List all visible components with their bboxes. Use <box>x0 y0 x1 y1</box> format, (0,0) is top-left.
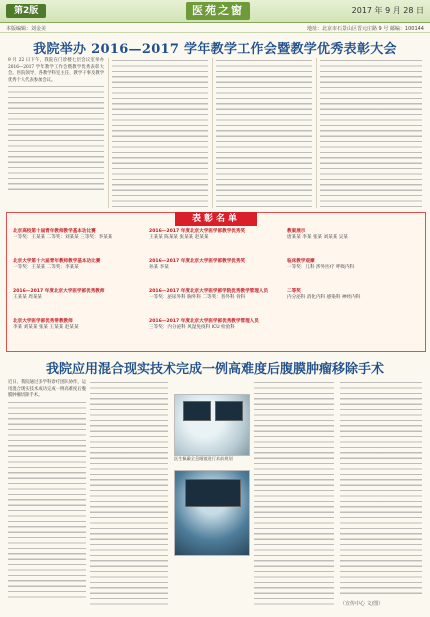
article2-column-1 <box>8 380 86 608</box>
honor-names: 内分泌科 消化内科 感染科 神经内科 <box>287 295 361 301</box>
article1-body-text <box>112 58 208 208</box>
article1-body-text <box>320 58 422 208</box>
honor-names: 王某某 周某某 <box>13 295 43 301</box>
article1-body-text <box>216 58 312 208</box>
column-divider <box>108 58 109 208</box>
hologram-screen <box>183 401 211 421</box>
hologram-screen <box>215 401 243 421</box>
honor-names: 一等奖：泌尿外科 胸外科 二等奖：普外科 骨科 <box>149 295 246 301</box>
honor-names: 一等奖：王某某 二等奖：刘某某 三等奖：李某某 <box>13 235 113 241</box>
article2-body-text <box>254 380 334 608</box>
article2-body-text <box>340 380 422 594</box>
brand-logo: 医苑之窗 <box>186 2 250 20</box>
issue-date: 2017 年 9 月 28 日 <box>351 6 424 15</box>
edition-badge: 第2版 <box>6 4 46 18</box>
honor-list-box <box>6 212 426 352</box>
article2-byline: （宣传中心 文/图） <box>340 601 384 607</box>
article2-column-4 <box>340 380 422 594</box>
article2-lead: 近日，我院通过多学科诊疗团队协作，运用混合现实技术成功完成一例高难度后腹膜肿瘤切除手术。 <box>8 380 86 399</box>
honor-category: 临床教学观摩 <box>287 259 315 264</box>
honor-item <box>287 259 419 271</box>
honor-category: 二等奖 <box>287 289 301 294</box>
editor-line: 本版编辑：刘金美 <box>6 26 47 32</box>
honor-category: 2016—2017 年度北京大学医学部学院优秀教学管理人员 <box>149 289 269 294</box>
article1-column-3 <box>216 58 312 208</box>
honor-item <box>13 319 141 331</box>
honor-item <box>13 229 141 241</box>
sub-bar <box>0 23 430 33</box>
photo-caption: 医生佩戴全息眼镜进行术前规划 <box>174 456 233 461</box>
address-line: 地址：北京市石景山区晋元庄路 9 号 邮编：100144 <box>306 26 424 32</box>
honor-names: 唐某某 李某 张某 刘某某 吴某 <box>287 235 348 241</box>
article1-body-text <box>8 84 104 194</box>
honor-list-title: 表彰名单 <box>175 212 257 226</box>
honor-names: 一等奖：儿科 涉外医疗 呼吸内科 <box>287 265 355 271</box>
honor-category: 2016—2017 年度北京大学医学部教学优秀奖 <box>149 229 246 234</box>
article1-column-1 <box>8 58 104 208</box>
honor-category: 北京大学第十六届青年教师教学基本功比赛 <box>13 259 101 264</box>
column-divider <box>212 58 213 208</box>
honor-item <box>287 289 419 301</box>
article2-column-2 <box>90 380 168 608</box>
article1-column-2 <box>112 58 208 208</box>
honor-item <box>13 289 141 301</box>
hologram-screen <box>185 479 241 507</box>
honor-category: 2016—2017 年度北京大学医学部教学优秀奖 <box>149 259 246 264</box>
column-divider <box>316 58 317 208</box>
surgery-photo <box>174 394 250 456</box>
honor-item <box>287 229 419 241</box>
masthead <box>0 0 430 23</box>
article2-body-text <box>90 380 168 608</box>
article2-body-text <box>8 400 86 600</box>
honor-category: 教案展示 <box>287 229 306 234</box>
honor-names: 李某 刘某某 张某 王某某 赵某某 <box>13 325 79 331</box>
honor-names: 三等奖：内分泌科 风湿免疫科 ICU 检验科 <box>149 325 235 331</box>
honor-item <box>149 259 279 271</box>
honor-category: 2016—2017 年度北京大学医学部优秀教师 <box>13 289 105 294</box>
honor-category: 北京大学医学部优秀带教教师 <box>13 319 73 324</box>
surgery-photo <box>174 470 250 556</box>
honor-item <box>149 319 419 331</box>
honor-names: 王某某 陈某某 张某某 赵某某 <box>149 235 209 241</box>
honor-category: 北京高校第十届青年教师教学基本功比赛 <box>13 229 96 234</box>
honor-names: 一等奖：王某某 二等奖：李某某 <box>13 265 79 271</box>
article2-headline: 我院应用混合现实技术完成一例高难度后腹膜肿瘤移除手术 <box>45 362 384 377</box>
article2-column-3 <box>254 380 334 608</box>
honor-item <box>13 259 141 271</box>
honor-category: 2016—2017 年度北京大学医学部优秀教学管理人员 <box>149 319 259 324</box>
honor-item <box>149 289 279 301</box>
article1-column-4 <box>320 58 422 208</box>
honor-item <box>149 229 279 241</box>
article1-lead: 9 月 22 日下午，我院在门诊楼七层会议室举办 2016—2017 学年教学工作会暨教学优秀表彰大会。医院领导、各教学科室主任、教学干事及教学优秀个人代表参加会议。 <box>8 58 104 83</box>
honor-names: 孙某 李某 <box>149 265 169 271</box>
article1-headline: 我院举办 2016—2017 学年教学工作会暨教学优秀表彰大会 <box>33 42 397 57</box>
